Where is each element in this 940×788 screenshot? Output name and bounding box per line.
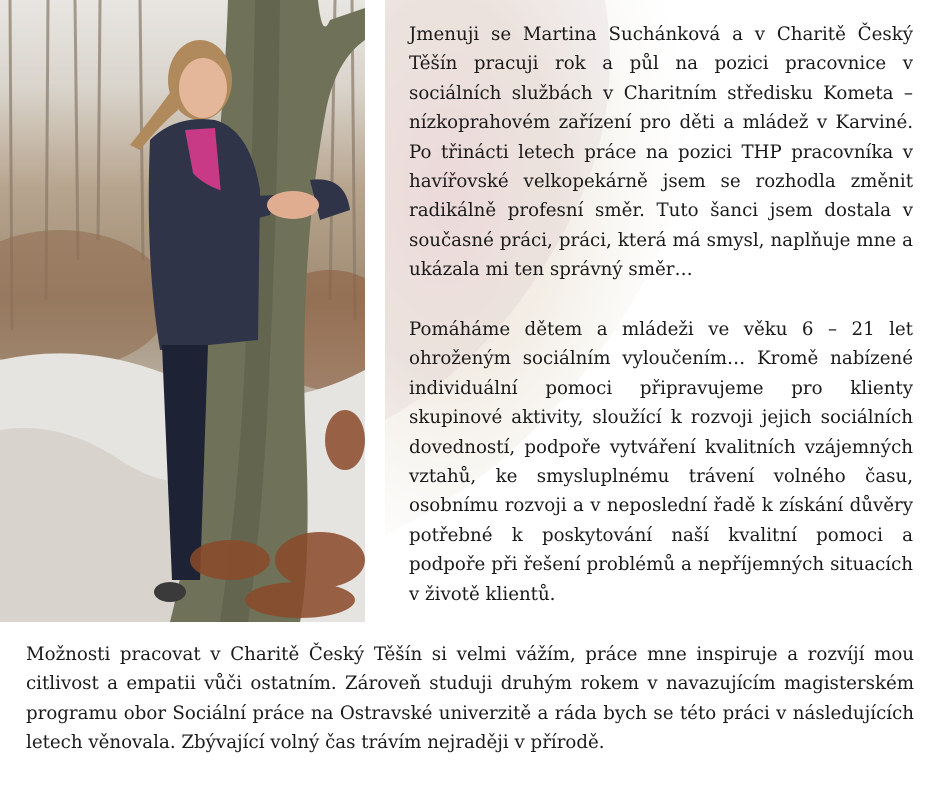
paragraph-services: Pomáháme dětem a mládeži ve věku 6 – 21 let ohroženým sociálním vyloučením… Kromě nabízené individuální pomoci připravujeme pro klienty skupinové aktivity, sloužící k rozvoji jejich sociálních dovedností, podpoře vytváření kvalitních vzájemných vztahů, ke smysluplnému trávení volného času, osobnímu rozvoji a v neposlední řadě k získání důvěry potřebné k poskytování naší kvalitní pomoci a podpoře při řešení problémů a nepříjemných situacích v životě klientů. bbox=[409, 319, 913, 605]
photo-woman-hugging-tree bbox=[0, 0, 365, 622]
photo-illustration bbox=[0, 0, 365, 622]
paragraph-studies-and-free-time: Možnosti pracovat v Charitě Český Těšín si velmi vážím, práce mne inspiruje a rozvíjí mou citlivost a empatii vůči ostatním. Zároveň studuji druhým rokem v navazujícím magisterském programu obor Sociální práce na Ostravské univerzitě a ráda bych se této práci v následujících letech věnovala. Zbývající volný čas trávím nejraději v přírodě. bbox=[26, 644, 914, 754]
paragraph-introduction: Jmenuji se Martina Suchánková a v Charitě Český Těšín pracuji rok a půl na pozici pracovnice v sociálních službách v Charitním středisku Kometa – nízkoprahovém zařízení pro děti a mládež v Karviné. Po třinácti letech práce na pozici THP pracovníka v havířovské velkopekárně jsem se rozhodla změnit radikálně profesní směr. Tuto šanci jsem dostala v současné práci, práci, která má smysl, naplňuje mne a ukázala mi ten správný směr… bbox=[409, 24, 913, 281]
